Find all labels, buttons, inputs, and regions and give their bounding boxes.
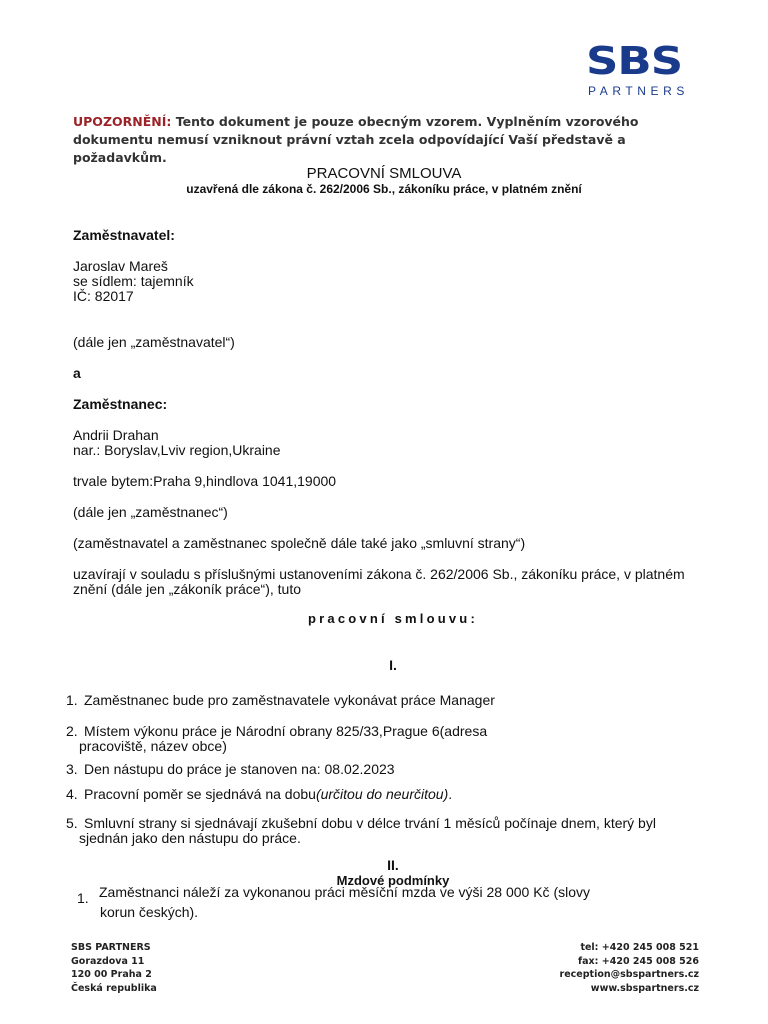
item-1-text: Zaměstnanec bude pro zaměstnavatele vykonávat práce Manager xyxy=(84,692,495,708)
employer-name: Jaroslav Mareš xyxy=(73,258,168,274)
footer-country: Česká republika xyxy=(71,982,157,994)
footer-website[interactable]: www.sbspartners.cz xyxy=(590,982,699,994)
footer-address xyxy=(71,941,157,995)
wage-item-text-cont: korun českých). xyxy=(100,904,199,920)
and-connector: a xyxy=(73,365,81,381)
footer-email[interactable]: reception@sbspartners.cz xyxy=(559,969,699,980)
item-3-number: 3. xyxy=(66,761,78,777)
agreement-line-2: znění (dále jen „zákoník práce“), tuto xyxy=(73,581,302,597)
item-4-text xyxy=(84,786,452,802)
item-5-number: 5. xyxy=(66,815,78,831)
section-1-number: I. xyxy=(389,657,397,673)
item-4-text-italic: (určitou do neurčitou) xyxy=(315,786,449,802)
employee-heading: Zaměstnanec: xyxy=(73,396,168,412)
warning-text: Tento dokument je pouze obecným vzorem. Vyplněním vzorového dokumentu nemusí vzniknout právní vztah zcela odpovídající Vaší představě a požadavkům. xyxy=(73,114,639,165)
item-4-text-main: Pracovní poměr se sjednává na dobu xyxy=(84,786,316,802)
employer-seat: se sídlem: tajemník xyxy=(73,273,194,289)
agreement-line-1: uzavírají v souladu s příslušnými ustanoveními zákona č. 262/2006 Sb., zákoníku práce, v platném xyxy=(73,566,685,582)
sbs-logo: SBS xyxy=(586,38,683,84)
item-1-number: 1. xyxy=(66,692,78,708)
item-4-number: 4. xyxy=(66,786,78,802)
item-4-text-end: . xyxy=(448,786,453,802)
item-5-text-cont: sjednán jako den nástupu do práce. xyxy=(79,830,301,846)
section-2-number: II. xyxy=(387,857,399,873)
footer-contacts xyxy=(500,941,699,995)
item-2-number: 2. xyxy=(66,723,78,739)
wage-item-text: Zaměstnanci náleží za vykonanou práci měsíční mzda ve výši 28 000 Kč (slovy xyxy=(99,884,590,900)
contract-word: pracovní smlouvu: xyxy=(308,611,478,626)
employee-alias: (dále jen „zaměstnanec“) xyxy=(73,504,228,520)
item-2-text-cont: pracoviště, název obce) xyxy=(79,738,227,754)
parties-note: (zaměstnavatel a zaměstnanec společně dále také jako „smluvní strany“) xyxy=(73,535,526,551)
item-3-text: Den nástupu do práce je stanoven na: 08.02.2023 xyxy=(84,761,395,777)
section-2-heading: Mzdové podmínky xyxy=(336,873,450,888)
employee-name: Andrii Drahan xyxy=(73,427,159,443)
document-subtitle: uzavřená dle zákona č. 262/2006 Sb., zákoníku práce, v platném znění xyxy=(186,182,582,196)
footer-city: 120 00 Praha 2 xyxy=(71,969,152,980)
sbs-logo-subtitle: PARTNERS xyxy=(588,84,690,98)
footer-fax: fax: +420 245 008 526 xyxy=(578,955,699,967)
warning-notice xyxy=(73,113,713,167)
warning-label: UPOZORNĚNÍ: xyxy=(73,114,172,129)
employer-ico: IČ: 82017 xyxy=(73,288,134,304)
employee-residence: trvale bytem:Praha 9,hindlova 1041,19000 xyxy=(73,473,337,489)
item-2-text: Místem výkonu práce je Národní obrany 825/33,Prague 6(adresa xyxy=(84,723,488,739)
document-title: PRACOVNÍ SMLOUVA xyxy=(306,165,462,182)
employer-alias: (dále jen „zaměstnavatel“) xyxy=(73,334,235,350)
wage-item-number: 1. xyxy=(77,890,89,906)
employer-heading: Zaměstnavatel: xyxy=(73,227,175,243)
footer-street: Gorazdova 11 xyxy=(71,955,145,967)
employee-birthplace: nar.: Boryslav,Lviv region,Ukraine xyxy=(73,442,281,458)
footer-tel: tel: +420 245 008 521 xyxy=(580,942,699,953)
footer-company: SBS PARTNERS xyxy=(71,942,151,953)
item-5-text: Smluvní strany si sjednávají zkušební dobu v délce trvání 1 měsíců počínaje dnem, který byl xyxy=(84,815,656,831)
